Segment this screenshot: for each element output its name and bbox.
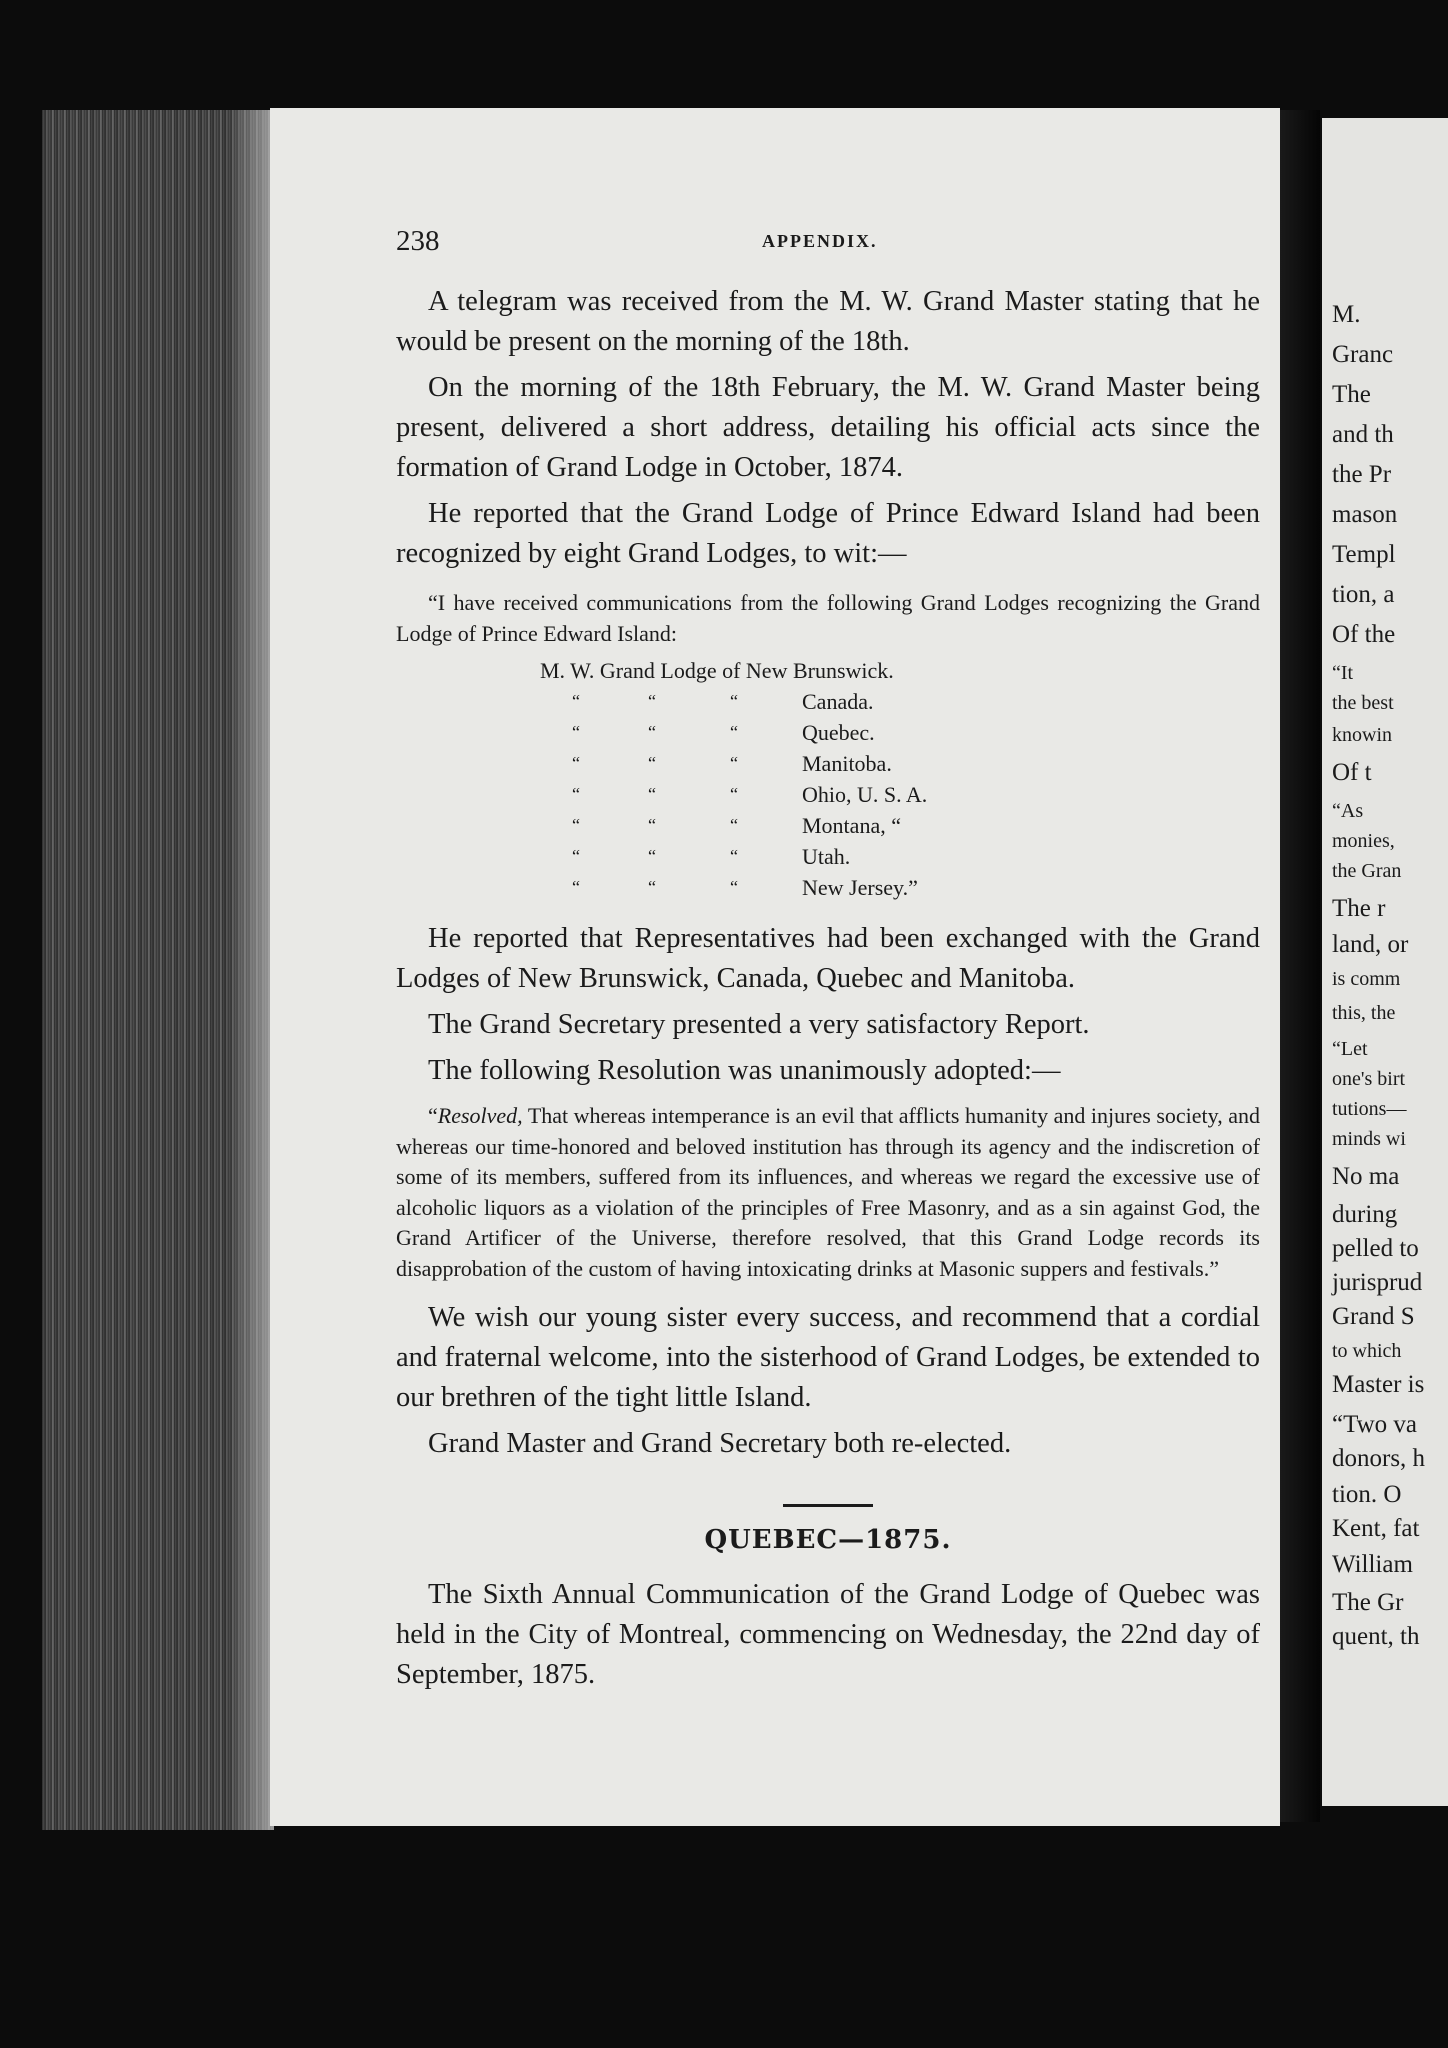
lodge-name: Utah.: [802, 844, 851, 869]
facing-page-line: the Gran: [1332, 860, 1402, 882]
facing-page-line: the Pr: [1332, 461, 1392, 488]
ditto-mark: “: [730, 753, 738, 773]
section-heading: QUEBEC—1875.: [704, 1525, 952, 1555]
facing-page-line: “As: [1332, 800, 1364, 822]
facing-page-line: minds wi: [1332, 1128, 1406, 1150]
page-number: 238: [396, 225, 440, 257]
paragraph-telegram: A telegram was received from the M. W. Grand Master stating that he would be present on the morning of the 18th.: [396, 286, 1260, 357]
paragraph-recognition: He reported that the Grand Lodge of Prince Edward Island had been recognized by eight Grand Lodges, to wit:—: [396, 498, 1260, 569]
facing-page-line: land, or: [1332, 931, 1409, 958]
page-body: [396, 282, 1260, 1695]
paragraph-welcome: We wish our young sister every success, and recommend that a cordial and fraternal welcome, into the sisterhood of Grand Lodges, be extended to our brethren of the tight little Island.: [396, 1302, 1260, 1413]
facing-page-line: tion. O: [1332, 1481, 1402, 1508]
facing-page-line: is comm: [1332, 968, 1401, 990]
facing-page-line: this, the: [1332, 1002, 1396, 1024]
facing-page-line: “Two va: [1332, 1411, 1418, 1438]
section-paragraph: The Sixth Annual Communication of the Grand Lodge of Quebec was held in the City of Montreal, commencing on Wednesday, the 22nd day of September, 1875.: [396, 1579, 1260, 1690]
facing-page-line: and th: [1332, 421, 1394, 448]
ditto-mark: “: [730, 846, 738, 866]
facing-page-line: donors, h: [1332, 1445, 1426, 1472]
lodge-list-item: [396, 655, 1260, 686]
ditto-mark: “: [572, 846, 580, 866]
facing-page-line: Master is: [1332, 1371, 1425, 1398]
facing-page-line: pelled to: [1332, 1235, 1419, 1262]
facing-page-line: tutions—: [1332, 1098, 1407, 1120]
facing-page-line: The: [1332, 381, 1371, 408]
ditto-mark: “: [648, 815, 656, 835]
ditto-mark: “: [572, 877, 580, 897]
ditto-mark: “: [730, 784, 738, 804]
facing-page-line: “It: [1332, 662, 1354, 684]
facing-page-line: knowin: [1332, 724, 1392, 746]
lodge-name: Montana, “: [802, 813, 901, 838]
lodge-list-item: [396, 779, 1260, 810]
facing-page-line: to which: [1332, 1340, 1402, 1362]
facing-page-fragment: [1322, 118, 1448, 1806]
resolution-quote: “Resolved, That whereas intemperance is an evil that afflicts humanity and injures society, and whereas our time-honored and beloved institution has through its agency and the indiscretion of some of its members, suffered from its influences, and whereas we regard the excessive use of alcoholic liquors as a violation of the principles of Free Masonry, and as a sin against God, the Grand Artificer of the Universe, therefore resolved, that this Grand Lodge records its disapprobation of the custom of having intoxicating drinks at Masonic suppers and festivals.”: [396, 1103, 1260, 1281]
ditto-mark: “: [648, 753, 656, 773]
facing-page-line: during: [1332, 1201, 1398, 1228]
facing-page-line: Templ: [1332, 541, 1396, 568]
facing-page-line: Granc: [1332, 341, 1394, 368]
ditto-mark: “: [572, 753, 580, 773]
quote-intro: “I have received communications from the following Grand Lodges recognizing the Grand Lodge of Prince Edward Island:: [396, 590, 1260, 646]
facing-page-line: The r: [1332, 895, 1386, 922]
ditto-mark: “: [730, 691, 738, 711]
paragraph-resolution-intro: The following Resolution was unanimously adopted:—: [428, 1055, 1061, 1086]
facing-page-line: Of the: [1332, 621, 1396, 648]
gutter-shadow: [1280, 110, 1320, 1822]
paragraph-report: The Grand Secretary presented a very satisfactory Report.: [428, 1009, 1090, 1040]
lodge-name: Quebec.: [802, 720, 875, 745]
lodge-name: Canada.: [802, 689, 874, 714]
ditto-mark: “: [730, 722, 738, 742]
lodge-list: [396, 655, 1260, 903]
facing-page-line: quent, th: [1332, 1623, 1420, 1650]
facing-page-line: monies,: [1332, 830, 1395, 852]
lodge-list-first: M. W. Grand Lodge of New Brunswick.: [540, 658, 894, 683]
resolution-text: That whereas intemperance is an evil that afflicts humanity and injures society, and whereas our time-honored and beloved institution has through its agency and the indiscretion of some of its members, suffered from its influences, and whereas we regard the excessive use of alcoholic liquors as a violation of the principles of Free Masonry, and as a sin against God, the Grand Artificer of the Universe, therefore resolved, that this Grand Lodge records its disapprobation of the custom of having intoxicating drinks at Masonic suppers and festivals.”: [396, 1103, 1260, 1281]
facing-page-line: one's birt: [1332, 1068, 1406, 1090]
lodge-list-item: [396, 841, 1260, 872]
paragraph-representatives: He reported that Representatives had been exchanged with the Grand Lodges of New Brunswick, Canada, Quebec and Manitoba.: [396, 923, 1260, 994]
facing-page-line: The Gr: [1332, 1589, 1404, 1616]
ditto-mark: “: [572, 784, 580, 804]
ditto-mark: “: [648, 722, 656, 742]
resolved-word: Resolved,: [437, 1103, 523, 1128]
ditto-mark: “: [648, 877, 656, 897]
lodge-name: Ohio, U. S. A.: [802, 782, 928, 807]
ditto-mark: “: [648, 784, 656, 804]
lodge-list-item: [396, 872, 1260, 903]
running-head: APPENDIX.: [762, 231, 878, 251]
ditto-mark: “: [648, 691, 656, 711]
ditto-mark: “: [572, 722, 580, 742]
facing-page-line: William: [1332, 1551, 1413, 1578]
lodge-name: New Jersey.”: [802, 875, 918, 900]
section-divider: [783, 1504, 873, 1507]
facing-page-line: the best: [1332, 692, 1394, 714]
ditto-mark: “: [730, 877, 738, 897]
facing-page-line: mason: [1332, 501, 1398, 528]
paragraph-address: On the morning of the 18th February, the M. W. Grand Master being present, delivered a short address, detailing his official acts since the formation of Grand Lodge in October, 1874.: [396, 372, 1260, 483]
ditto-mark: “: [572, 691, 580, 711]
ditto-mark: “: [648, 846, 656, 866]
lodge-name: Manitoba.: [802, 751, 892, 776]
facing-page-line: Kent, fat: [1332, 1515, 1420, 1542]
facing-page-line: Grand S: [1332, 1303, 1415, 1330]
facing-page-line: tion, a: [1332, 581, 1395, 608]
facing-page-line: M.: [1332, 301, 1361, 328]
paragraph-reelected: Grand Master and Grand Secretary both re-elected.: [428, 1428, 1012, 1459]
lodge-list-item: [396, 717, 1260, 748]
facing-page-line: Of t: [1332, 759, 1372, 786]
facing-page-line: jurisprud: [1332, 1269, 1423, 1296]
lodge-list-item: [396, 686, 1260, 717]
lodge-list-item: [396, 748, 1260, 779]
facing-page-line: No ma: [1332, 1163, 1400, 1190]
page-header: [396, 225, 1266, 265]
ditto-mark: “: [572, 815, 580, 835]
facing-page-line: “Let: [1332, 1038, 1368, 1060]
ditto-mark: “: [730, 815, 738, 835]
book-page-edges: [42, 110, 274, 1830]
lodge-list-item: [396, 810, 1260, 841]
